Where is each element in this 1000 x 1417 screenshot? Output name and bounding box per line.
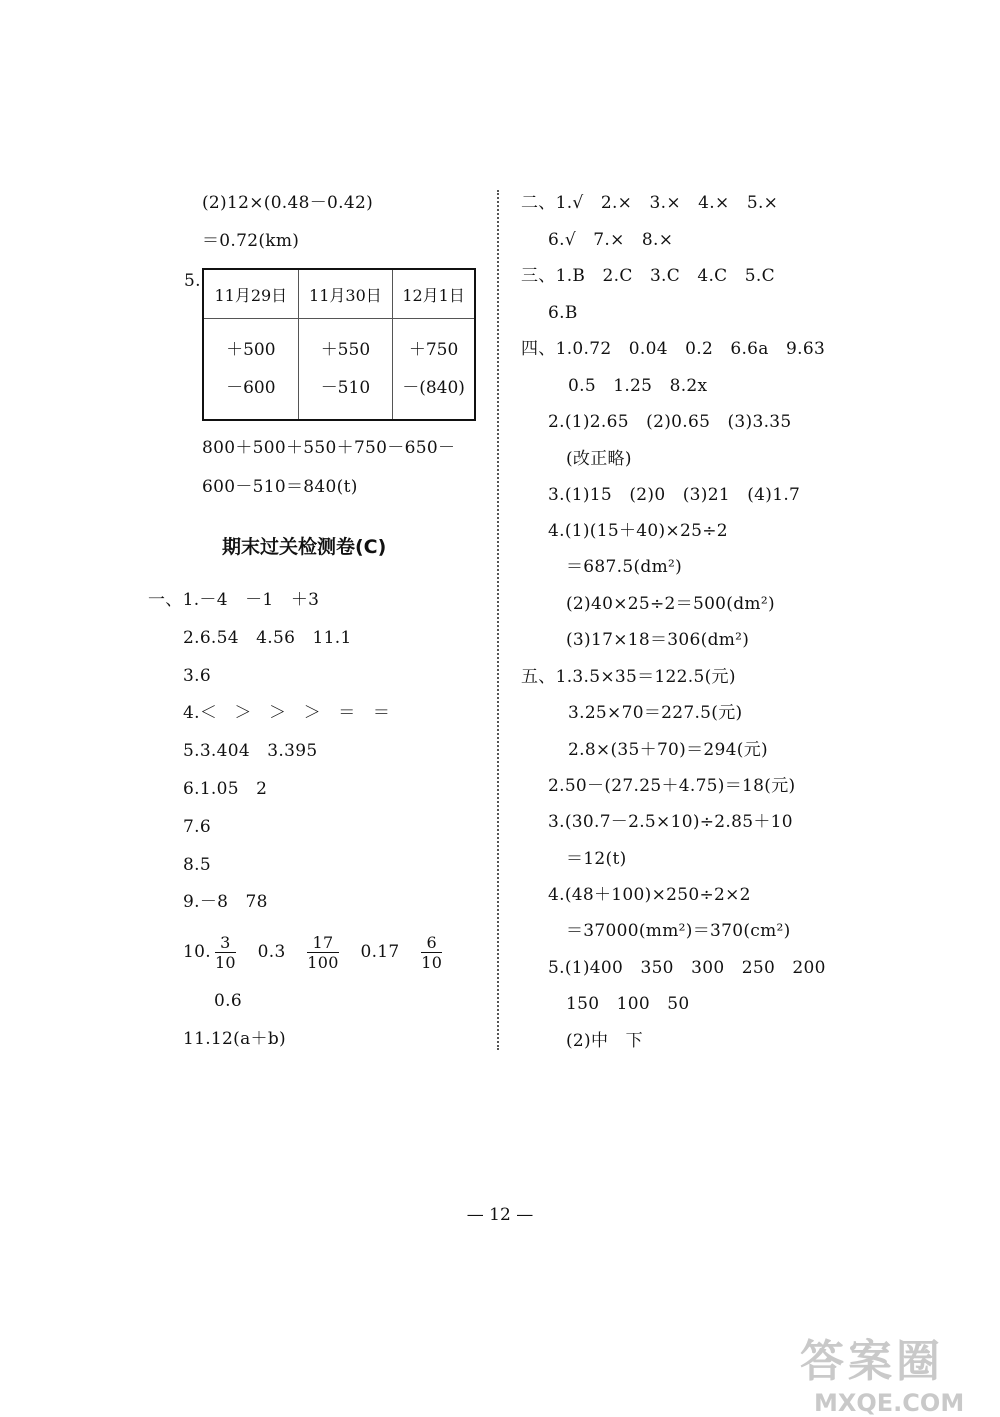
- right-line-2: 6.√ 7.× 8.×: [548, 230, 674, 250]
- table-cell-out: －(840): [402, 378, 465, 398]
- answer-10: [183, 932, 446, 972]
- calc-line-2: 600－510＝840(t): [202, 477, 358, 497]
- table-cell: [393, 319, 475, 421]
- answer-8: 8.5: [183, 855, 211, 875]
- fraction-3: $\frac{6}{10}$: [421, 933, 443, 972]
- section-title: 期末过关检测卷(C): [222, 536, 387, 558]
- right-line-22: 5.(1)400 350 300 250 200: [548, 958, 826, 978]
- table-cell: [203, 319, 298, 421]
- left-line-1: (2)12×(0.48－0.42): [202, 193, 374, 213]
- right-line-11: ＝687.5(dm²): [566, 557, 683, 577]
- right-line-10: 4.(1)(15＋40)×25÷2: [548, 521, 728, 541]
- watermark-line-2: MXQE.COM: [814, 1389, 965, 1417]
- weight-record-table: [202, 268, 476, 421]
- table-cell-in: ＋550: [320, 340, 371, 360]
- table-cell-out: －510: [320, 378, 371, 398]
- fraction-2: $\frac{17}{100}$: [307, 933, 339, 972]
- right-line-8: (改正略): [566, 449, 632, 469]
- table-cell-in: ＋500: [226, 340, 276, 360]
- right-line-13: (3)17×18＝306(dm²): [566, 630, 750, 650]
- table-header-1: 11月29日: [203, 269, 298, 319]
- right-line-20: 4.(48＋100)×250÷2×2: [548, 885, 751, 905]
- answer-1: 一、1.－4 －1 ＋3: [148, 590, 320, 610]
- answer-6: 6.1.05 2: [183, 779, 268, 799]
- right-line-21: ＝37000(mm²)＝370(cm²): [566, 921, 791, 941]
- right-line-23: 150 100 50: [566, 994, 690, 1014]
- left-line-2: ＝0.72(km): [202, 231, 300, 251]
- right-line-3: 三、1.B 2.C 3.C 4.C 5.C: [521, 266, 775, 286]
- answer-3: 3.6: [183, 666, 211, 686]
- answer-5: 5.3.404 3.395: [183, 741, 318, 761]
- right-line-15: 3.25×70＝227.5(元): [568, 703, 743, 723]
- watermark-logo: [800, 1325, 990, 1417]
- calc-line-1: 800＋500＋550＋750－650－: [202, 438, 456, 458]
- table-header-2: 11月30日: [298, 269, 393, 319]
- watermark-line-1: 答案圈: [800, 1336, 944, 1387]
- right-line-19: ＝12(t): [566, 849, 627, 869]
- table-cell-in: ＋750: [408, 340, 459, 360]
- table-header-3: 12月1日: [393, 269, 475, 319]
- answer-10-value-1: 0.3: [257, 942, 286, 962]
- right-line-16: 2.8×(35＋70)＝294(元): [568, 740, 768, 760]
- right-line-4: 6.B: [548, 303, 578, 323]
- right-line-9: 3.(1)15 (2)0 (3)21 (4)1.7: [548, 485, 801, 505]
- right-line-1: 二、1.√ 2.× 3.× 4.× 5.×: [521, 193, 779, 213]
- table-cell-out: －600: [226, 378, 276, 398]
- right-line-24: (2)中 下: [566, 1031, 643, 1051]
- answer-4: 4.＜ ＞ ＞ ＞ ＝ ＝: [183, 703, 391, 723]
- table-cell: [298, 319, 393, 421]
- right-line-18: 3.(30.7－2.5×10)÷2.85＋10: [548, 812, 793, 832]
- answer-10-value-2: 0.17: [360, 942, 400, 962]
- answer-10-prefix: 10.: [183, 942, 211, 962]
- right-line-14: 五、1.3.5×35＝122.5(元): [521, 667, 736, 687]
- answer-9: 9.－8 78: [183, 892, 268, 912]
- right-line-7: 2.(1)2.65 (2)0.65 (3)3.35: [548, 412, 792, 432]
- answer-10-continued: 0.6: [214, 991, 242, 1011]
- right-line-17: 2.50－(27.25＋4.75)＝18(元): [548, 776, 796, 796]
- right-line-12: (2)40×25÷2＝500(dm²): [566, 594, 775, 614]
- answer-11: 11.12(a＋b): [183, 1029, 286, 1049]
- column-divider: [497, 190, 499, 1050]
- fraction-1: $\frac{3}{10}$: [214, 933, 236, 972]
- page-number: — 12 —: [466, 1205, 534, 1225]
- right-line-5: 四、1.0.72 0.04 0.2 6.6a 9.63: [521, 339, 826, 359]
- right-line-6: 0.5 1.25 8.2x: [568, 376, 708, 396]
- question-5-number: 5.: [184, 271, 201, 291]
- answer-7: 7.6: [183, 817, 211, 837]
- answer-2: 2.6.54 4.56 11.1: [183, 628, 352, 648]
